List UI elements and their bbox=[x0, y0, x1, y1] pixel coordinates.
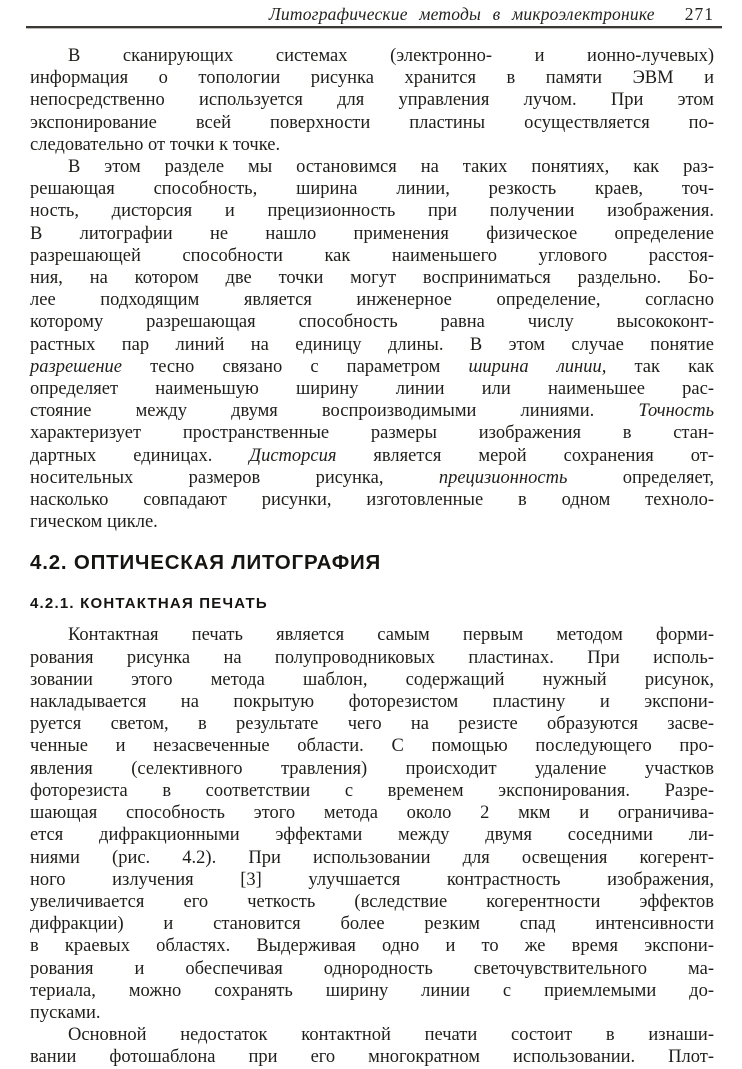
emphasized-term: прецизионность bbox=[438, 467, 568, 488]
text-segment: В этом разделе мы остановимся на таких понятиях, как раз- bbox=[68, 157, 714, 178]
text-line bbox=[30, 1046, 714, 1068]
paragraph-main-drawback bbox=[30, 1024, 714, 1068]
paragraph-definitions bbox=[30, 156, 714, 533]
running-title: Литографические методы в микроэлектронике bbox=[268, 4, 655, 24]
text-line bbox=[30, 89, 714, 111]
text-line bbox=[30, 713, 714, 735]
text-segment: определяет, bbox=[567, 467, 715, 488]
text-segment: фоторезиста в соответствии с временем экспонирования. Разре- bbox=[30, 780, 714, 801]
text-segment: ность, дисторсия и прецизионность при получении изображения. bbox=[30, 201, 714, 222]
text-line bbox=[30, 156, 714, 178]
text-line bbox=[30, 691, 714, 713]
text-line bbox=[30, 1024, 714, 1046]
text-line bbox=[30, 245, 714, 267]
text-line bbox=[30, 913, 714, 935]
text-segment: решающая способность, ширина линии, резкость краев, точ- bbox=[30, 179, 714, 200]
text-segment: так как bbox=[606, 356, 714, 377]
text-segment: ного излучения [3] улучшается контрастность изображения, bbox=[30, 869, 714, 890]
text-line bbox=[30, 891, 714, 913]
text-line bbox=[30, 802, 714, 824]
paragraph-contact-printing bbox=[30, 624, 714, 1024]
subsection-heading: 4.2.1. КОНТАКТНАЯ ПЕЧАТЬ bbox=[30, 595, 268, 613]
text-segment: ется дифракционными эффектами между двумя соседними ли- bbox=[30, 825, 714, 846]
text-line bbox=[30, 1002, 714, 1024]
text-line bbox=[30, 178, 714, 200]
page-number: 271 bbox=[684, 4, 714, 24]
text-line bbox=[30, 289, 714, 311]
emphasized-term: разрешение bbox=[30, 356, 122, 377]
text-line bbox=[30, 847, 714, 869]
text-line bbox=[30, 267, 714, 289]
text-segment: экспонирование всей поверхности пластины осуществляется по- bbox=[30, 112, 714, 133]
text-segment: вании фотошаблона при его многократном использовании. Плот- bbox=[30, 1047, 714, 1068]
text-segment: следовательно от точки к точке. bbox=[30, 134, 281, 155]
text-line bbox=[30, 378, 714, 400]
text-line bbox=[30, 200, 714, 222]
text-line bbox=[30, 422, 714, 444]
text-line bbox=[30, 445, 714, 467]
text-segment: гическом цикле. bbox=[30, 512, 158, 533]
text-line bbox=[30, 780, 714, 802]
text-segment: руется светом, в результате чего на резисте образуются засве- bbox=[30, 714, 714, 735]
page-header bbox=[0, 4, 714, 25]
text-line bbox=[30, 669, 714, 691]
page-body bbox=[30, 45, 714, 1069]
text-line bbox=[30, 67, 714, 89]
text-line bbox=[30, 467, 714, 489]
text-line bbox=[30, 356, 714, 378]
text-line bbox=[30, 980, 714, 1002]
text-segment: тесно связано с параметром bbox=[122, 356, 469, 377]
text-segment: Контактная печать является самым первым методом форми- bbox=[68, 625, 714, 646]
text-line bbox=[30, 311, 714, 333]
text-line bbox=[30, 735, 714, 757]
text-segment: явления (селективного травления) происходит удаление участков bbox=[30, 758, 714, 779]
text-segment: териала, можно сохранять ширину линии с приемлемыми до- bbox=[30, 980, 714, 1001]
text-segment: Основной недостаток контактной печати состоит в изнаши- bbox=[68, 1025, 714, 1046]
text-line bbox=[30, 45, 714, 67]
text-line bbox=[30, 511, 714, 533]
text-segment: лее подходящим является инженерное определение, согласно bbox=[30, 290, 714, 311]
text-segment: дифракции) и становится более резким спад интенсивности bbox=[30, 914, 714, 935]
text-segment: В литографии не нашло применения физическое определение bbox=[30, 223, 714, 244]
emphasized-term: Точность bbox=[638, 401, 714, 422]
text-segment: является мерой сохранения от- bbox=[336, 445, 714, 466]
text-line bbox=[30, 624, 714, 646]
text-line bbox=[30, 489, 714, 511]
text-segment: зовании этого метода шаблон, содержащий нужный рисунок, bbox=[30, 669, 714, 690]
text-segment: разрешающей способности как наименьшего углового расстоя- bbox=[30, 245, 714, 266]
text-line bbox=[30, 400, 714, 422]
text-line bbox=[30, 935, 714, 957]
text-segment: растных пар линий на единицу длины. В этом случае понятие bbox=[30, 334, 714, 355]
text-segment: рования рисунка на полупроводниковых пластинах. При исполь- bbox=[30, 647, 714, 668]
text-segment: информация о топологии рисунка хранится в памяти ЭВМ и bbox=[30, 68, 714, 89]
text-segment: пусками. bbox=[30, 1002, 101, 1023]
text-segment: насколько совпадают рисунки, изготовленные в одном техноло- bbox=[30, 490, 714, 511]
text-segment: определяет наименьшую ширину линии или наименьшее рас- bbox=[30, 379, 714, 400]
text-segment: в краевых областях. Выдерживая одно и то же время экспони- bbox=[30, 936, 714, 957]
text-segment: В сканирующих системах (электронно- и ионно-лучевых) bbox=[68, 46, 714, 66]
text-segment: непосредственно используется для управления лучом. При этом bbox=[30, 90, 714, 111]
text-segment: шающая способность этого метода около 2 мкм и ограничива- bbox=[30, 803, 714, 824]
text-segment: увеличивается его четкость (вследствие когерентности эффектов bbox=[30, 891, 714, 912]
paragraph-scanning-systems bbox=[30, 45, 714, 156]
text-line bbox=[30, 958, 714, 980]
text-segment: стояние между двумя воспроизводимыми линиями. bbox=[30, 401, 639, 422]
text-line bbox=[30, 112, 714, 134]
text-segment: характеризует пространственные размеры изображения в стан- bbox=[30, 423, 714, 444]
text-segment: ния, на котором две точки могут восприниматься раздельно. Бо- bbox=[30, 268, 714, 289]
header-rule bbox=[26, 26, 722, 28]
text-line bbox=[30, 758, 714, 780]
text-segment: накладывается на покрытую фоторезистом пластину и экспони- bbox=[30, 692, 714, 713]
text-line bbox=[30, 647, 714, 669]
emphasized-term: Дисторсия bbox=[249, 445, 337, 466]
text-segment: дартных единицах. bbox=[30, 445, 250, 466]
text-line bbox=[30, 223, 714, 245]
emphasized-term: ширина линии, bbox=[468, 356, 607, 377]
text-line bbox=[30, 869, 714, 891]
text-line bbox=[30, 134, 714, 156]
text-line bbox=[30, 334, 714, 356]
text-segment: рования и обеспечивая однородность светочувствительного ма- bbox=[30, 958, 714, 979]
text-segment: ченные и незасвеченные области. С помощью последующего про- bbox=[30, 736, 714, 757]
section-heading: 4.2. ОПТИЧЕСКАЯ ЛИТОГРАФИЯ bbox=[30, 551, 382, 575]
text-segment: которому разрешающая способность равна числу высококонт- bbox=[30, 312, 714, 333]
text-segment: ниями (рис. 4.2). При использовании для освещения когерент- bbox=[30, 847, 714, 868]
text-segment: носительных размеров рисунка, bbox=[30, 467, 439, 488]
text-line bbox=[30, 824, 714, 846]
